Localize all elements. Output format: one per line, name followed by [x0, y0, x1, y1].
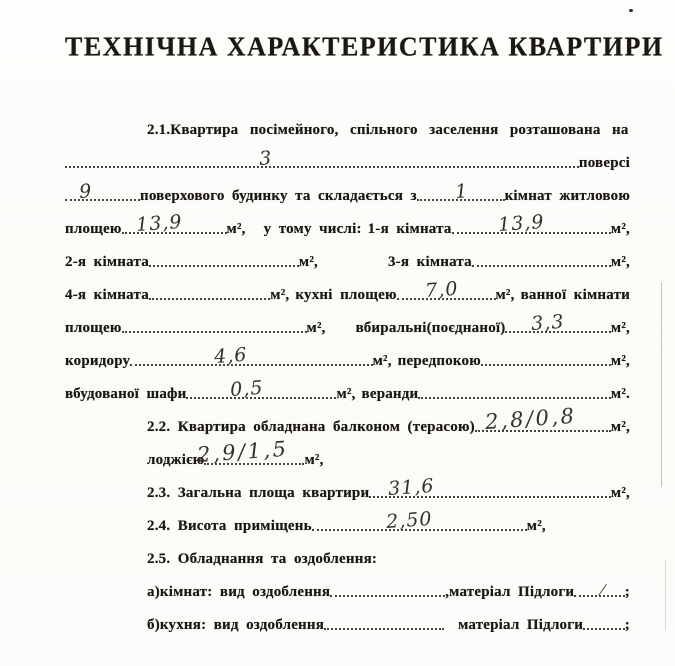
form-line-25b [65, 601, 630, 634]
unit-hallway: м², [610, 353, 630, 369]
unit-closet: м², [336, 386, 356, 402]
form-line-24-height [65, 502, 630, 535]
form-line-22-balcony [65, 403, 630, 436]
label-22-balcony: 2.2. Квартира обладнана балконом (терасою) [147, 419, 475, 435]
dotted-line [149, 265, 299, 267]
unit-room2: м², [298, 254, 318, 270]
label-loggia: лоджією [147, 452, 205, 468]
label-floor-suffix: поверсі [578, 155, 630, 171]
dotted-line [130, 343, 372, 368]
scan-edge-line [661, 282, 662, 487]
label-wc: вбиральні(поєднаної) [355, 320, 506, 336]
dotted-line [330, 595, 445, 597]
dotted-line [417, 180, 505, 203]
label-25a-material: ,матеріал Підлоги [445, 584, 575, 600]
unit-kitchen: м², [495, 287, 515, 303]
label-room3: 3-я кімната [387, 254, 472, 270]
handwritten-storeys-value: 9 [78, 180, 94, 203]
handwritten-room1-value: 13,9 [497, 210, 546, 236]
label-corridor: коридору [65, 353, 131, 369]
form-line-25-header [65, 535, 630, 568]
form-line-rooms23 [65, 238, 630, 271]
dotted-line [65, 147, 579, 170]
label-rooms-suffix: кімнат житловою [504, 188, 630, 204]
handwritten-total-area-value: 31,6 [387, 474, 435, 500]
unit-room3: м², [610, 254, 630, 270]
label-bathroom: ванної кімнати [520, 287, 630, 303]
unit-bathroom: м², [306, 320, 326, 336]
label-storeys-suffix: поверхового будинку та складається з [140, 188, 417, 204]
unit-corridor: м², [372, 353, 392, 369]
form-line-closet [65, 370, 630, 403]
form-line-floor [65, 139, 630, 172]
dotted-line [324, 628, 444, 630]
handwritten-closet-value: 0,5 [229, 376, 265, 401]
dotted-line [418, 397, 611, 399]
dotted-line [475, 403, 611, 434]
dotted-line [196, 436, 304, 467]
label-21-intro: 2.1.Квартира посімейного, спільного заселення розташована на [147, 122, 629, 138]
form-line-25a [65, 568, 630, 601]
label-room2: 2-я кімната [65, 254, 149, 270]
label-room4: 4-я кімната [65, 287, 149, 303]
label-veranda: веранди [361, 386, 419, 402]
label-25-header: 2.5. Обладнання та оздоблення: [147, 551, 378, 567]
form-line-room4-kitchen [65, 271, 630, 304]
form-line-living-area [65, 205, 630, 238]
label-room1: 1-я кімната [367, 221, 452, 237]
unit-wc: м², [610, 320, 630, 336]
label-living-area: площею [65, 221, 122, 237]
handwritten-rooms-value: 1 [454, 180, 470, 203]
dotted-line [186, 376, 336, 401]
dotted-line [505, 310, 610, 335]
dotted-line [149, 298, 270, 300]
label-closet: вбудованої шафи [65, 386, 187, 402]
label-24-height: 2.4. Висота приміщень [147, 518, 312, 534]
dotted-line [472, 265, 611, 267]
dotted-line [574, 582, 625, 599]
form-line-storeys [65, 172, 630, 205]
form-line-21-intro [65, 106, 630, 139]
form-line-loggia [65, 436, 630, 469]
dotted-line [583, 628, 625, 630]
dotted-line [65, 180, 140, 203]
handwritten-loggia-value: 2,9/1,5 [196, 436, 290, 467]
handwritten-wc-value: 3,3 [530, 310, 565, 335]
dotted-line [452, 210, 611, 236]
label-23-total-area: 2.3. Загальна площа квартири [147, 485, 370, 501]
unit-room4: м², [270, 287, 290, 303]
handwritten-tick-mark: ⁄ [600, 582, 606, 599]
dotted-line [369, 474, 611, 500]
unit-living-area: м², [226, 221, 246, 237]
scan-speck [629, 9, 633, 12]
label-including: у тому числі: [263, 221, 362, 237]
unit-height: м², [526, 518, 546, 534]
label-hallway: передпокою [397, 353, 481, 369]
label-kitchen: кухні площею [295, 287, 397, 303]
unit-veranda: м². [610, 386, 630, 402]
handwritten-living-area-value: 13,9 [135, 210, 184, 236]
label-bathroom-area: площею [65, 320, 122, 336]
form-line-corridor [65, 337, 630, 370]
form-line-bath-wc [65, 304, 630, 337]
label-25b: б)кухня: вид оздоблення [147, 617, 325, 633]
dotted-line [481, 364, 611, 366]
scan-edge-line [665, 560, 666, 630]
page-title: ТЕХНІЧНА ХАРАКТЕРИСТИКА КВАРТИРИ [65, 31, 664, 62]
form-line-23-total-area [65, 469, 630, 502]
handwritten-corridor-value: 4,6 [213, 343, 249, 368]
label-25b-material: матеріал Підлоги [458, 617, 584, 633]
handwritten-balcony-value: 2,8/0,8 [484, 403, 577, 434]
unit-loggia: м², [304, 452, 324, 468]
punct-25a-end: ; [624, 584, 630, 600]
label-25a: а)кімнат: вид оздоблення [147, 584, 331, 600]
handwritten-height-value: 2,50 [385, 507, 434, 533]
dotted-line [312, 507, 527, 533]
dotted-line [122, 210, 227, 236]
handwritten-kitchen-value: 7,0 [424, 277, 460, 302]
unit-room1: м², [610, 221, 630, 237]
handwritten-floor-value: 3 [258, 147, 274, 170]
dotted-line [397, 277, 496, 302]
dotted-line [122, 331, 307, 333]
punct-25b-end: ; [624, 617, 630, 633]
unit-total-area: м², [610, 485, 630, 501]
unit-balcony: м², [610, 419, 630, 435]
